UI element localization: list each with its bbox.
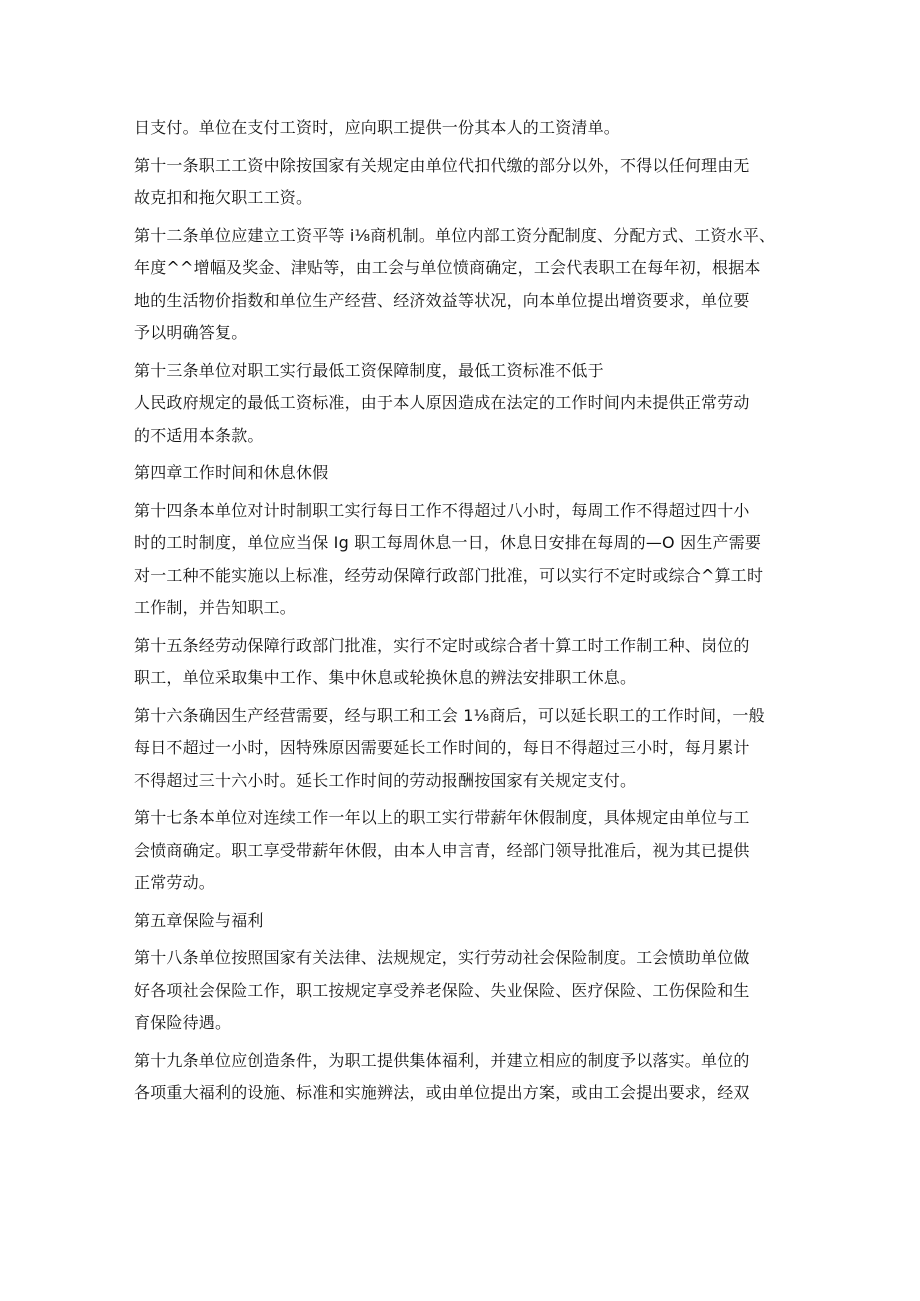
text-line: 的不适用本条款。	[134, 425, 264, 445]
chapter-heading	[134, 457, 790, 490]
text-line: 故克扣和拖欠职工工资。	[134, 188, 313, 207]
text-line: 育保险待遇。	[134, 1013, 232, 1032]
text-line: 不得超过三十六小时。延长工作时间的劳动报酬按国家有关规定支付。	[134, 770, 637, 790]
text-line: 第十八条单位按照国家有关法律、法规规定，实行劳动社会保险制度。工会愤助单位做	[134, 948, 750, 967]
text-line: 第十五条经劳动保障行政部门批准，实行不定时或综合者十算工时工作制工种、岗位的	[134, 635, 750, 655]
paragraph	[134, 802, 790, 900]
text-line: 时的工时制度，单位应当保 Ig 职工每周休息一日，休息日安排在每周的—O 因生产需要	[134, 533, 762, 552]
text-line: 第十三条单位对职工实行最低工资保障制度，最低工资标准不低于	[134, 360, 604, 380]
paragraph	[134, 495, 790, 625]
paragraph	[134, 700, 790, 798]
paragraph	[134, 112, 790, 145]
text-line: 地的生活物价指数和单位生产经营、经济效益等状况，向本单位提出增资要求，单位要	[134, 290, 750, 310]
text-line: 每日不超过一小时，因特殊原因需要延长工作时间的，每日不得超过三小时，每月累计	[134, 738, 750, 757]
text-line: 正常劳动。	[134, 873, 216, 892]
text-line: 第十六条确因生产经营需要，经与职工和工会 1⅛商后，可以延长职工的工作时间，一般	[134, 705, 765, 725]
text-line: 会愤商确定。职工享受带薪年休假，由本人申言青，经部门领导批准后，视为其已提供	[134, 840, 750, 860]
text-line: 第十一条职工工资中除按国家有关规定由单位代扣代缴的部分以外，不得以任何理由无	[134, 155, 750, 175]
text-line: 年度^^增幅及奖金、津贴等，由工会与单位愤商确定，工会代表职工在每年初，根据本	[134, 258, 761, 277]
paragraph	[134, 1045, 790, 1110]
paragraph	[134, 220, 790, 350]
heading-text: 第四章工作时间和休息休假	[134, 463, 329, 482]
paragraph	[134, 942, 790, 1040]
text-line: 予以明确答复。	[134, 323, 248, 342]
text-line: 第十四条本单位对计时制职工实行每日工作不得超过八小时，每周工作不得超过四十小	[134, 500, 750, 520]
text-line: 工作制，并告知职工。	[134, 598, 297, 617]
text-line: 各项重大福利的设施、标准和实施辨法，或由单位提出方案，或由工会提出要求，经双	[134, 1083, 750, 1102]
text-line: 人民政府规定的最低工资标准，由于本人原因造成在法定的工作时间内未提供正常劳动	[134, 393, 750, 412]
text-line: 对一工种不能实施以上标准，经劳动保障行政部门批准，可以实行不定时或综合^算工时	[134, 565, 764, 585]
text-line: 第十二条单位应建立工资平等 i⅛商机制。单位内部工资分配制度、分配方式、工资水平、	[134, 225, 776, 245]
heading-text: 第五章保险与福利	[134, 910, 264, 930]
paragraph	[134, 150, 790, 215]
text-line: 职工，单位采取集中工作、集中休息或轮换休息的辨法安排职工休息。	[134, 668, 637, 687]
document-body	[134, 112, 790, 1110]
paragraph	[134, 630, 790, 695]
text-line: 第十九条单位应创造条件，为职工提供集体福利，并建立相应的制度予以落实。单位的	[134, 1050, 750, 1070]
paragraph	[134, 355, 790, 453]
chapter-heading	[134, 905, 790, 938]
text-line: 日支付。单位在支付工资时，应向职工提供一份其本人的工资清单。	[134, 118, 621, 137]
text-line: 好各项社会保险工作，职工按规定享受养老保险、失业保险、医疗保险、工伤保险和生	[134, 980, 750, 1000]
text-line: 第十七条本单位对连续工作一年以上的职工实行带薪年休假制度，具体规定由单位与工	[134, 808, 750, 827]
